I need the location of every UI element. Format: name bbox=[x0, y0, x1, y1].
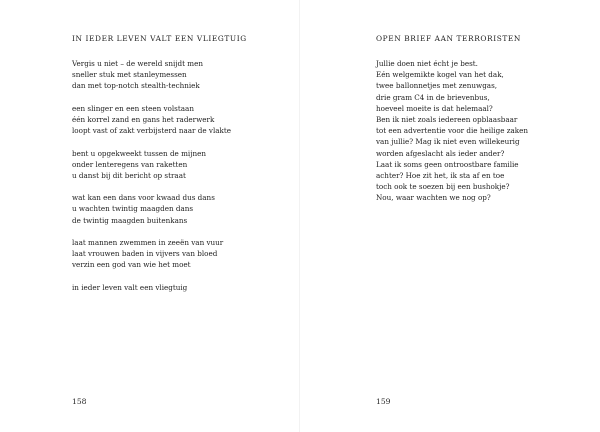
poem-line: loopt vast of zakt verbijsterd naar de vlakte bbox=[72, 126, 232, 136]
page-number-right: 159 bbox=[376, 397, 391, 406]
poem-line: van jullie? Mag ik niet even willekeurig bbox=[376, 137, 520, 147]
poem-line: Laat ik soms geen ontroostbare familie bbox=[376, 159, 519, 169]
poem-line: één korrel zand en gans het raderwerk bbox=[72, 114, 215, 124]
right-page bbox=[300, 0, 600, 432]
poem-body-left bbox=[72, 58, 282, 293]
poem-line: de twintig maagden buitenkans bbox=[72, 215, 188, 225]
poem-line: tot een advertentie voor die heilige zaken bbox=[376, 126, 529, 136]
poem-line: drie gram C4 in de brievenbus, bbox=[376, 92, 490, 102]
poem-line: laat mannen zwemmen in zeeën van vuur bbox=[72, 238, 224, 247]
poem-line: bent u opgekweekt tussen de mijnen bbox=[72, 148, 206, 158]
poem-title-left: IN IEDER LEVEN VALT EEN VLIEGTUIG bbox=[72, 34, 247, 43]
poem-line: in ieder leven valt een vliegtuig bbox=[72, 282, 188, 292]
poem-line: sneller stuk met stanleymessen bbox=[72, 70, 187, 80]
poem-title-right: OPEN BRIEF AAN TERRORISTEN bbox=[376, 34, 521, 43]
page-number-left: 158 bbox=[72, 397, 87, 406]
stanza bbox=[72, 148, 282, 182]
poem-line: een slinger en een steen volstaan bbox=[72, 103, 194, 113]
poem-line: verzin een god van wie het moet bbox=[72, 260, 191, 270]
stanza bbox=[72, 103, 282, 137]
poem-body-right bbox=[376, 58, 586, 203]
stanza bbox=[72, 58, 282, 92]
stanza bbox=[72, 192, 282, 226]
poem-line: worden afgeslacht als ieder ander? bbox=[376, 148, 505, 158]
stanza bbox=[72, 237, 282, 271]
poem-line: Nou, waar wachten we nog op? bbox=[376, 193, 491, 203]
poem-line: Vergis u niet – de wereld snijdt men bbox=[72, 59, 203, 68]
stanza bbox=[376, 58, 586, 203]
poem-line: achter? Hoe zit het, ik sta af en toe bbox=[376, 170, 505, 180]
poem-line: twee ballonnetjes met zenuwgas, bbox=[376, 81, 498, 91]
poem-line: Jullie doen niet écht je best. bbox=[376, 59, 478, 68]
stanza bbox=[72, 282, 282, 293]
poem-line: u wachten twintig maagden dans bbox=[72, 204, 194, 214]
poem-line: u danst bij dit bericht op straat bbox=[72, 170, 186, 180]
poem-line: toch ook te soezen bij een bushokje? bbox=[376, 182, 510, 192]
poem-line: wat kan een dans voor kwaad dus dans bbox=[72, 193, 215, 203]
poem-line: Ben ik niet zoals iedereen opblaasbaar bbox=[376, 114, 518, 124]
poem-line: laat vrouwen baden in vijvers van bloed bbox=[72, 249, 218, 259]
poem-line: dan met top-notch stealth-techniek bbox=[72, 81, 200, 91]
poem-line: hoeveel moeite is dat helemaal? bbox=[376, 103, 493, 113]
poem-line: onder lenteregens van raketten bbox=[72, 159, 188, 169]
poem-line: Eén welgemikte kogel van het dak, bbox=[376, 70, 504, 80]
